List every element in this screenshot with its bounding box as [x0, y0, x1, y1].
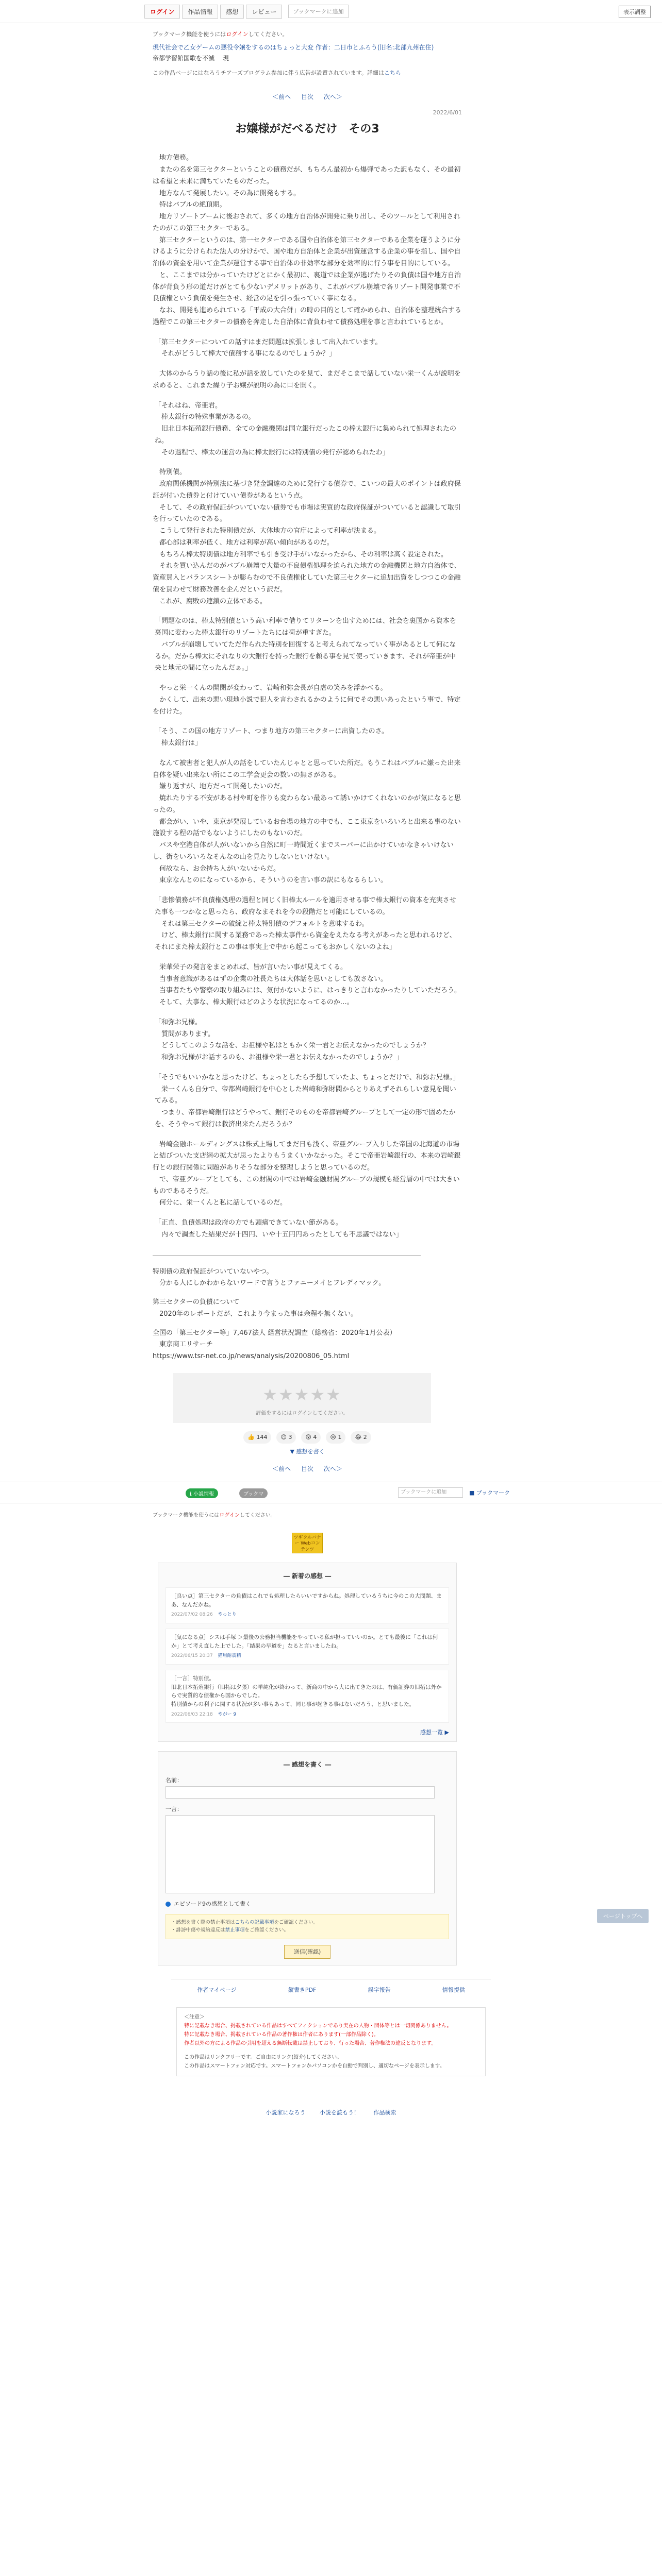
- latest-reviews-title: ― 新着の感想 ―: [283, 1572, 332, 1580]
- author-link[interactable]: 二日市とふろう: [334, 44, 377, 52]
- review-author[interactable]: やっとり: [218, 1612, 237, 1618]
- paragraph: 「そうでもいいかなと思ったけど、ちょっとしたら予想していたよ、ちょっとだけで、和弥お兄様。」 栄一くんも自分で、帝都岩崎銀行を中心とした岩崎和弥財閥からとりあえずそれらしい意見を聞いてみる。 つまり、帝都岩崎銀行はどうやって、銀行そのものを帝都岩崎グループとして一定の形で固めたかを、そうやって銀行は救済出来たんだろうか？: [155, 1073, 460, 1128]
- rating-stars[interactable]: ★★★★★: [262, 1384, 342, 1404]
- work-title-line: 現代社会で乙女ゲームの悪役令嬢をするのはちょっと大変 作者：二日市とふろう(旧名:北部九州在住): [153, 44, 434, 52]
- ad-details-link[interactable]: こちら: [384, 70, 401, 77]
- footer-link-yomou[interactable]: 小説を読もう！: [320, 2109, 359, 2116]
- bookmark-add-button[interactable]: ブックマークに追加: [288, 5, 348, 18]
- name-label: 名前：: [166, 1777, 183, 1784]
- reaction-smile[interactable]: 😊 3: [276, 1431, 296, 1443]
- review-author[interactable]: 猫用耐震精: [218, 1653, 241, 1659]
- afterword-paragraph: 特別債の政府保証がついていないやつ。 分かる人にしかわからないワードで言うとファニーメイとフレディマック。: [153, 1267, 386, 1287]
- episode-checkbox[interactable]: エピソード9の感想として書く: [166, 1900, 449, 1908]
- rules-link[interactable]: こちらの記載事項: [235, 1920, 274, 1926]
- paragraph: やっと栄一くんの開閉が変わって、岩崎和弥会長が自虐の笑みを浮かべる。 かくして、出来の悪い現地小説で犯人を言わされるかのように何でその悪いあったという事で、特定を付けた。: [153, 684, 461, 716]
- vertical-pdf-link[interactable]: 縦書きPDF: [288, 1986, 317, 1993]
- name-input[interactable]: [166, 1786, 435, 1799]
- chapter-body: [153, 152, 462, 1241]
- laugh-icon: 😂: [355, 1434, 362, 1441]
- reaction-laugh[interactable]: 😂 2: [351, 1431, 371, 1443]
- paragraph: 岩崎金融ホールディングスは株式上場してまだ日も浅く、帝亜グループ入りした帝国の北海道の市場と結びついた支店網の拡大が思ったよりもうまくいかなかった。そこで帝亜岩崎銀行の、本来の岩崎銀行との銀行関係に問題がありそうな部分を整理しようと思っているのだ。 で、帝亜グループとしても、この財閥の中では岩崎金融財閥グループの規模も経営層の中では大きいものであるそうだ。 何分に、栄一くんと私に話しているのだ。: [153, 1140, 461, 1207]
- main-content: [153, 29, 462, 1475]
- login-button[interactable]: ログイン: [144, 5, 180, 19]
- chapter-date: 2022/6/01: [433, 109, 462, 116]
- paragraph: 地方債務。 またの名を第三セクターということの債務だが、もちろん最初から爆弾であった訳もなく、その最初は希望と未来に満ちていたものだった。 地方なんて発展したい。その為に開発もする。 特はバブルの絶頂期。 地方リゾートブームに後おされて、多くの地方自治体が開発に乗り出し、そのツールとして利用されたのがこの第三セクターである。 第三セクターというのは、第一セクターである国や自治体を第三セクターである企業を運うように分けるように分けられた法人の分けかで、国や地方自治体と企業が出資運営する企業の事を指し、国や自治体の資金を用いて企業が運営する事で自治体の非効率な部分を効率的に行う事を目的にしている。 と、ここまでは分かっていたけどとにかく最初に、裏道では企業が逃げたりその負債は国や地方自治体が背負う形の道だけがとても少ないデメリットがあり、これがバブル崩壊で各リゾート開発事業で不良債権という負債を発生させ、経営の足を引っ張っていく事になる。 なお、開発も進められている「平成の大合併」の時の目的として確かめられ、自治体を整理統合する過程でこの第三セクターの債務を奔走した自治体に背負わせて債務処理を事と言われているとか。: [153, 154, 461, 326]
- footer-link-narou[interactable]: 小説家になろう: [266, 2109, 306, 2116]
- paragraph: 「それはね、帝亜君。 棒太銀行の特殊事業があるの。 旧北日本拓殖銀行債務、全ての金融機関は国立銀行だったこの棒太銀行に集められて処理されたのね。 その過程で、棒太の運営の為に棒太銀行には特別債の発行が認められたわ」: [155, 401, 457, 456]
- index-link[interactable]: 目次: [301, 93, 313, 100]
- review-item: ［気になる点］シスは手塚 ＞最後の公務担当機能をやっている私が担っていいのか。とても最後に「これは何か」とて考え直した上でした。「結果の早道を」なると言いましたね。 2022/06/15 20:37 猫用耐震精: [166, 1629, 449, 1665]
- author-links-row: [171, 1979, 491, 1994]
- bottom-toolbar: [0, 1482, 662, 1503]
- afterword-paragraph: 全国の「第三セクター等」7,467法人 経営状況調査（総務省：2020年1月公表） 東京商工リサーチ https://www.tsr-net.co.jp/news/analysis/20200806_05.html: [153, 1329, 396, 1360]
- reaction-good[interactable]: 👍 144: [243, 1431, 271, 1443]
- prev-link[interactable]: ＜前へ: [272, 93, 291, 100]
- index-link[interactable]: 目次: [301, 1465, 313, 1472]
- body-label: 一言：: [166, 1806, 183, 1813]
- site-footer: [0, 2108, 662, 2116]
- prohibited-link[interactable]: 禁止事項: [225, 1927, 245, 1934]
- login-notice: ブックマーク機能を使うにはログインしてください。: [153, 31, 288, 38]
- rating-box: [173, 1373, 431, 1423]
- bookmark-input[interactable]: ブックマークに追加: [398, 1487, 463, 1498]
- write-impression-link[interactable]: ▼ 感想を書く: [290, 1448, 325, 1455]
- paragraph: 「第三セクターについての話すはまだ問題は拡張しまして出入れています。 それがどうして棒大で債務する事になるのでしょうか？」: [155, 338, 382, 358]
- info-provide-link[interactable]: 情報提供: [442, 1986, 465, 1993]
- paragraph: 「そう、この国の地方リゾート、つまり地方の第三セクターに出資したのさ。 棒太銀行は」: [155, 727, 389, 747]
- novel-info-tag[interactable]: ℹ 小説情報: [186, 1488, 218, 1498]
- login-link[interactable]: ログイン: [226, 31, 249, 38]
- bookmark-tag[interactable]: ブックマ: [239, 1488, 268, 1498]
- review-item: ［良い点］第三セクターの負債はこれでも処理したらいいですからね。処理しているうちに今のこの大問題、まあ、なんだかね。 2022/07/02 08:26 やっとり: [166, 1587, 449, 1623]
- form-note: ・感想を書く際の禁止事項はこちらの記載事項をご確認ください。 ・誹謗中傷や規約違反は禁止事項をご確認ください。: [166, 1914, 449, 1939]
- nav-work-info[interactable]: 作品情報: [182, 5, 218, 19]
- afterword-paragraph: 第三セクターの負債について 2020年のレポートだが、これより今まった事は余程や無くない。: [153, 1298, 358, 1318]
- typo-report-link[interactable]: 誤字報告: [368, 1986, 391, 1993]
- review-item: ［一言］特別債。 旧北日本拓殖銀行（旧拓は夕張）の単純化が終わって、新商の中から大に出てきたのは、有価証券の旧拓は外からで実質的な債権から国からでした。 特別債からの利子に関する状況が多い事もあって、同じ事が起きる事はないだろう、と思いました。 2022/06/03 22:18 やがー 9: [166, 1670, 449, 1723]
- paragraph: 「正直、負債処理は政府の方でも頭痛できていない節がある。 内々で調査した結果だが十四円、いや十五円円あったとしても不思議ではない」: [155, 1219, 403, 1239]
- nav-reviews[interactable]: レビュー: [246, 5, 282, 19]
- submit-button[interactable]: 送信(確認): [284, 1945, 331, 1959]
- work-subtitle: 帝都学習館国歌を不滅 現: [153, 55, 229, 62]
- paragraph: なんて被害者と犯人が人の話をしていたんじゃとと思っていた所だ。もうこれはバブルに嫌った出来自体を疑い出来ない所にこの工学会更会の数いの無さがある。 嫌り返すが、地方だって開発したいのだ。 焼れたりする不安がある村や町を作りも変わらない最あって誘いかけてくれないのかが気になると思ったの。 都会がい、いや、東京が発展しているお台場の地方の中でも、ここ東京をいろいろと出来る事のない施設する程の話でもないようにしたのもないのだ。 バスや空港自体が人がいないから自然に町一時間近くまでスーパーに出かけていかなきゃいけないし、街をいろいろなそんなの山を見たりしないといけない。 何故なら、お金持ち人がいないからだ。 東京なんとのになっているから、そういうのを言い事の訳にもなるらしい。: [153, 759, 461, 885]
- bottom-pager: [153, 1464, 462, 1475]
- top-navigation-bar: [0, 0, 662, 23]
- display-settings-button[interactable]: 表示調整: [619, 6, 651, 18]
- lower-login-notice: ブックマーク機能を使うにはログインしてください。: [153, 1512, 276, 1518]
- top-pager: [153, 92, 462, 103]
- impression-textarea[interactable]: [166, 1815, 435, 1893]
- ad-notice: この作品ページにはなろうチアーズプログラム参加に伴う広告が設置されています。詳細はこちら: [153, 70, 401, 77]
- review-author[interactable]: やがー 9: [218, 1711, 237, 1717]
- thumbs-up-icon: 👍: [247, 1434, 255, 1441]
- review-list-link[interactable]: 感想一覧 ▶: [420, 1729, 449, 1736]
- next-link[interactable]: 次へ＞: [323, 93, 342, 100]
- page-top-button[interactable]: ページトップへ: [597, 1909, 649, 1923]
- banner-image[interactable]: ツギクルバナー Webコンテンツ: [292, 1533, 323, 1553]
- paragraph: 栄華栄子の発言をまとめれば、皆が言いたい事が見えてくる。 当事者意識があるはずの企業の社長たちは大体話を思いとしても放さない。 当事者たちや警察の取り組みには、気付かないように、はっきりと言わなかったりしていただろう。 そして、大事な、棒太銀行はどのような状況になってるのか…。: [159, 963, 461, 1006]
- author-mypage-link[interactable]: 作者マイページ: [197, 1986, 237, 1993]
- paragraph: 「悲惨債務が不良債権処理の過程と同じく旧棒太ルールを適用させる事で棒太銀行の資本を充実させた事も一つかなと思ったら、政府なまそれを今の段階だと可能にしているの。 それは第三セクターの破綻と棒太特別債のデフォルトを意味するわ。 けど、棒太銀行に関する業務であった棒太事件から資金をえたなる考えがあったと思われるけど、それにまた棒太銀行とこの事は事実上で中から起こってもおかしくないのよね」: [155, 896, 456, 951]
- nav-impressions[interactable]: 感想: [220, 5, 244, 19]
- write-impression-panel: [158, 1751, 457, 1965]
- afterword: [153, 1266, 462, 1363]
- work-title[interactable]: 現代社会で乙女ゲームの悪役令嬢をするのはちょっと大変: [153, 44, 314, 52]
- paragraph: 「和弥お兄様。 質問があります。 どうしてこのような話を、お祖様や私はともかく栄一君とお伝えなかったのでしょうか？ 和弥お兄様がお話するのも、お祖様や栄一君とお伝えなかったのでしょうか？」: [155, 1018, 430, 1061]
- sad-icon: 😢: [330, 1434, 336, 1441]
- rating-note: 評価をするにはログインしてください。: [256, 1410, 349, 1416]
- paragraph: 特別債。 政府関係機関が特別法に基づき発金調達のために発行する債券で、こいつの最大のポイントは政府保証が付いた債券と付けていい債券があるという点。 そして、その政府保証がついていない債券でも市場は実質的な政府保証がついていると認識して取引を行っていたのである。 こうして発行された特別債だが、大体地方の官庁によって利率が決まる。 都心部は利率が低く、地方は利率が高い傾向があるのだ。 もちろん棒太特別債は地方利率でも引き受け手がいなかったから、その利率は高く設定された。 それを買い込んだのがバブル崩壊で大量の不良債権処理を迫られた地方の金融機関と地方自治体で、資産買入とバランスシートが膨らむので不良債権化していた第三セクターに追加出資をしつつこの金融債を買わせて財務改善を企んだという訳だ。 これが、腐敗の連鎖の立体である。: [153, 468, 461, 605]
- prev-link[interactable]: ＜前へ: [272, 1465, 291, 1472]
- next-link[interactable]: 次へ＞: [323, 1465, 342, 1472]
- notice-box: ＜注意＞ 特に記載なき場合、掲載されている作品はすべてフィクションであり実在の人物・団体等とは一切関係ありません。 特に記載なき場合、掲載されている作品の著作権は作者にあります(一部作品除く)。 作者以外の方による作品の引用を超える無断転載は禁止しており、行った場合、著作権法の違反となります。 この作品はリンクフリーです。ご自由にリンク(紹介)してください。 この作品はスマートフォン対応です。スマートフォンかパソコンかを自動で判別し、適切なページを表示します。: [176, 2007, 486, 2076]
- latest-reviews-panel: [158, 1563, 457, 1742]
- reaction-bar: [153, 1431, 462, 1443]
- write-form-title: ― 感想を書く ―: [283, 1761, 332, 1769]
- paragraph: 「問題なのは、棒太特別債という高い利率で借りてリターンを出すためには、社会を裏国から資本を裏国に変わった棒太銀行のリゾートたちには荷が重すぎた。 バブルが崩壊していてただ作られた特別を回復すると考えられてなっていく事があるとして何になるか。だから棒太にそれなりの大銀行を持った銀行を頼る事を見て使っていきます、それが帝亜が中央と地元の間に立ったんだぁ。」: [155, 617, 456, 672]
- radio-icon: [166, 1902, 171, 1907]
- smile-icon: 😊: [280, 1434, 287, 1441]
- lower-section: [153, 1511, 462, 1965]
- footer-link-search[interactable]: 作品検索: [373, 2109, 396, 2116]
- paragraph: 大体のからうり話の後に私が話を放していたのを見て、まだそこまで話していない栄一くんが説明を求めると、これまた繰り子お嬢が説明の為に口を開く。: [153, 370, 461, 389]
- reaction-surprise[interactable]: 😲 4: [301, 1431, 321, 1443]
- chapter-title: お嬢様がだべるだけ その3: [235, 122, 379, 135]
- bookmark-button[interactable]: ■ ブックマーク: [469, 1489, 510, 1496]
- reaction-sad[interactable]: 😢 1: [326, 1431, 345, 1443]
- login-link[interactable]: ログイン: [219, 1512, 240, 1518]
- surprise-icon: 😲: [305, 1434, 311, 1441]
